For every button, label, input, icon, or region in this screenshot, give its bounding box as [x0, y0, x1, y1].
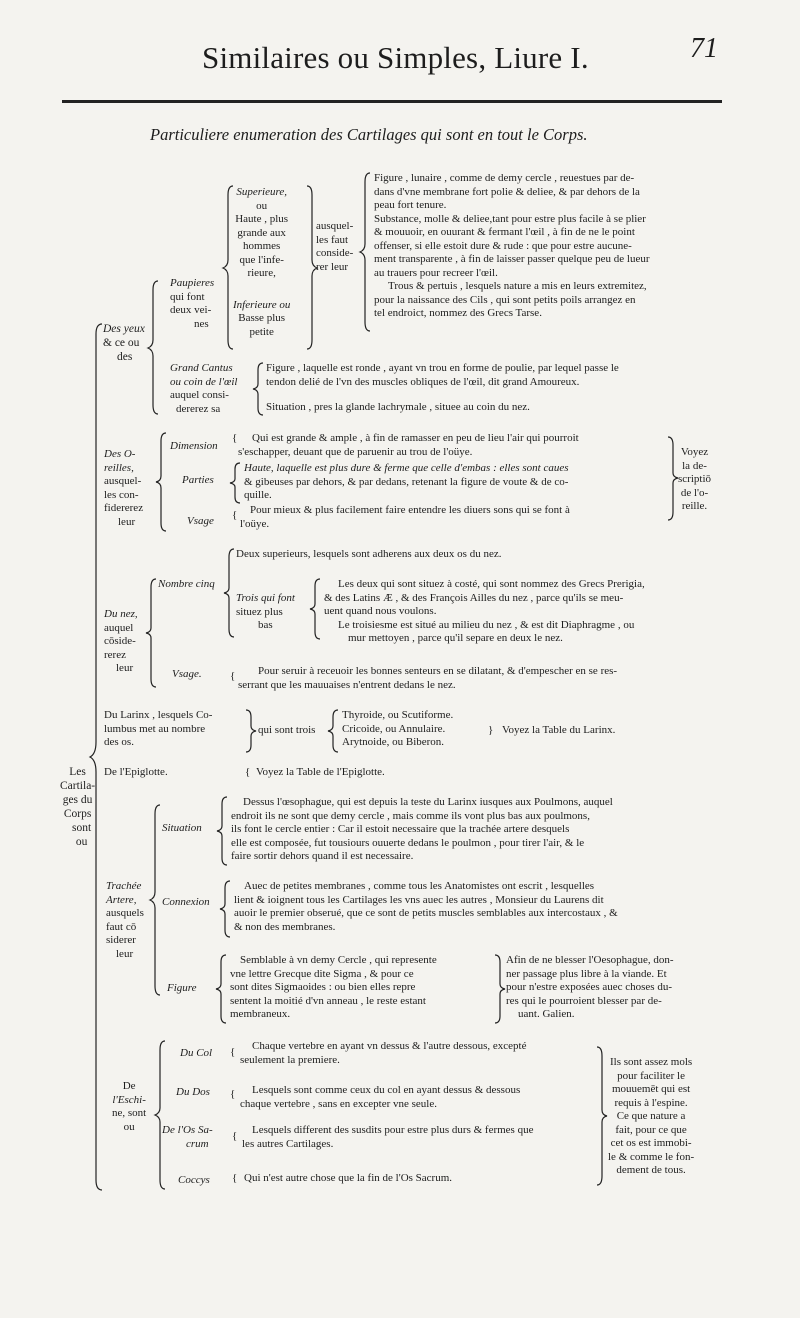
eschine-note-brace: [596, 1046, 606, 1186]
canthus-brace: [255, 362, 265, 416]
label-line: Inferieure ou: [233, 298, 291, 311]
label-line: ou coin de l'œil: [170, 375, 238, 388]
desc-line: Figure , lunaire , comme de demy cercle , reuestues par de-: [374, 172, 635, 184]
canthus-situation: Situation , pres la glande lachrymale , situee au coin du nez.: [266, 401, 530, 413]
desc-line: au trauers pour recreer l'œil.: [374, 266, 498, 279]
desc-line: Lesquels different des susdits pour estre plus durs & fermes que: [252, 1124, 534, 1136]
desc-line: membraneux.: [230, 1008, 291, 1020]
coccys-label: Coccys: [178, 1174, 210, 1186]
voyez-brace: [667, 436, 677, 521]
label-line: & ce ou: [103, 337, 140, 349]
desc-line: mur mettoyen , parce qu'il separe en deux le nez.: [348, 632, 563, 644]
desc-line: offenser, si elle estoit dure & rude : que pour estre aucune-: [374, 239, 632, 252]
label-line: Grand Cantus: [170, 362, 233, 374]
label-line: que l'infe-: [239, 253, 284, 266]
label-line: petite: [249, 325, 274, 338]
desc-line: & non des membranes.: [234, 920, 336, 933]
nez-usage-text: [238, 665, 618, 692]
label-line: siderer: [106, 934, 136, 946]
col-brace: {: [230, 1046, 236, 1058]
label-line: auquel: [104, 621, 134, 634]
trachee-brace: [152, 804, 162, 996]
desc-line: vne lettre Grecque dite Sigma , & pour ce: [230, 967, 414, 980]
larinx-close-brace: }: [488, 724, 494, 736]
label-line: Haute , plus: [235, 213, 289, 225]
figure-label: Figure: [167, 982, 197, 994]
label-line: fidererez: [104, 502, 144, 514]
list-item: Cricoide, ou Annulaire.: [342, 722, 446, 735]
ausquel-brace: [362, 172, 372, 332]
running-title: Similaires ou Simples, Liure I.: [202, 40, 589, 75]
desc-line: Semblable à vn demy Cercle , qui represente: [240, 954, 437, 966]
label-line: nes: [194, 317, 209, 330]
oreilles-usage-text: [240, 504, 570, 531]
yeux-brace: [150, 280, 160, 415]
desc-line: tel endroict, nommez des Grecs Tarse.: [374, 307, 542, 319]
note-line: mouuemēt qui est: [611, 1083, 691, 1095]
desc-line: Dessus l'œsophague, qui est depuis la teste du Larinx iusques aux Poulmons, auquel: [243, 796, 613, 808]
label-line: Superieure,: [236, 186, 287, 198]
note-line: requis à l'espine.: [614, 1096, 688, 1109]
desc-line: & mouuoir, en ouurant & fermant l'œil , à fin de ne le point: [374, 226, 635, 238]
note-line: Voyez: [680, 446, 709, 458]
figure-note: [506, 954, 674, 1022]
label-line: Paupieres: [170, 277, 215, 289]
trois-desc: [324, 578, 645, 646]
root-line: ou: [75, 836, 88, 848]
label-line: conside-: [316, 247, 354, 259]
trois-brace: [312, 578, 322, 640]
label-line: Des O-: [104, 448, 136, 460]
superieure-block: [233, 186, 290, 339]
root-line: Cartila-: [60, 780, 96, 792]
desc-line: dans d'vne membrane fort polie & deliee, & par dehors de la: [374, 185, 640, 198]
label-line: ne, sont: [112, 1107, 147, 1119]
desc-line: Haute, laquelle est plus dure & ferme que celle d'embas : elles sont caues: [244, 462, 569, 474]
label-line: faut cō: [106, 920, 137, 933]
connexion-text: [234, 880, 618, 934]
list-item: Arytnoide, ou Biberon.: [342, 736, 445, 748]
note-line: cet os est immobi-: [610, 1137, 692, 1149]
desc-line: sont dites Sigmaoides : ou bien elles repre: [230, 981, 416, 993]
label-line: qui font: [170, 290, 205, 303]
root-line: ges du: [62, 794, 93, 806]
label-line: leur: [118, 515, 136, 528]
label-line: Trachée: [106, 880, 142, 892]
label-line: cōside-: [104, 635, 136, 647]
label-line: situez plus: [236, 605, 283, 618]
desc-line: & gibeuses par dehors, & par dedans, retenant la figure de voute & de co-: [244, 475, 569, 488]
canthus-figure: [266, 362, 619, 389]
situation-label: Situation: [162, 822, 202, 834]
figure-brace: [218, 954, 228, 1024]
eschine-label: [112, 1080, 146, 1134]
label-line: ou: [123, 1120, 135, 1133]
label-line: lumbus met au nombre: [104, 722, 206, 735]
larinx-items-brace: [330, 709, 340, 753]
canthus-label: [170, 362, 237, 416]
label-line: les faut: [316, 233, 349, 246]
label-line: Trois qui font: [236, 592, 295, 604]
label-line: ausquels: [106, 907, 144, 919]
label-line: Du Larinx , lesquels Co-: [104, 709, 213, 721]
desc-line: & des Latins Æ , & des François Ailles du nez , parce qu'ils se meu-: [324, 591, 624, 604]
parties-text: [244, 462, 569, 503]
label-line: De: [122, 1080, 136, 1092]
dimension-label: Dimension: [170, 440, 218, 452]
root-line: sont: [71, 822, 92, 834]
desc-line: lient & ioignent tous les Cartilages les vns auec les autres , Monsieur du Laurens dit: [234, 893, 604, 906]
eschine-note: [608, 1056, 694, 1178]
header-rule: [62, 100, 722, 103]
oreilles-brace: [158, 432, 168, 532]
note-line: scriptiō: [678, 473, 711, 485]
larinx-brace: [245, 709, 255, 753]
desc-line: auoir le premier obserué, que ce sont de petits muscles semblables aux intercostaux , &: [234, 907, 618, 919]
note-line: Ce que nature a: [616, 1110, 686, 1122]
desc-line: elle est composée, fut tousiours ouuerte dedans le poulmon , pour tirer l'air, & le: [231, 836, 585, 849]
note-line: reille.: [681, 500, 708, 512]
label-line: bas: [258, 619, 273, 631]
label-line: les con-: [104, 488, 139, 501]
desc-line: Figure , laquelle est ronde , ayant vn trou en forme de poulie, par lequel passe le: [266, 362, 619, 374]
label-line: l'Eschi-: [112, 1093, 146, 1106]
connexion-label: Connexion: [162, 896, 210, 908]
oreilles-voyez: [678, 446, 711, 514]
nez-label: [104, 608, 138, 676]
oreilles-label: [104, 448, 143, 529]
dimension-brace: {: [232, 432, 238, 444]
label-line: rieure,: [247, 267, 276, 279]
col-text: [240, 1040, 526, 1067]
note-line: fait, pour ce que: [615, 1123, 687, 1136]
note-line: res qui le pourroient blesser par de-: [506, 994, 662, 1007]
note-line: Ils sont assez mols: [609, 1056, 693, 1068]
usage-brace: {: [232, 509, 238, 521]
label-line: De l'Os Sa-: [162, 1124, 213, 1136]
figure-text: [230, 954, 437, 1022]
label-line: rerez: [104, 648, 126, 661]
coccys-brace: {: [232, 1172, 238, 1184]
list-item: Thyroide, ou Scutiforme.: [342, 709, 454, 721]
figure-note-brace: [494, 954, 504, 1024]
desc-line: pour la naissance des Cils , qui sont petits poils arrangez en: [374, 293, 636, 306]
label-line: grande aux: [237, 226, 286, 239]
connexion-brace: [222, 880, 232, 938]
desc-line: Pour mieux & plus facilement faire entendre les diuers sons qui se font à: [250, 504, 570, 516]
dimension-text: [238, 432, 579, 459]
label-line: des os.: [104, 736, 134, 748]
note-line: pour faciliter le: [617, 1069, 685, 1082]
note-line: pour n'estre exposées auec choses du-: [506, 981, 673, 993]
note-line: de l'o-: [680, 486, 709, 499]
label-line: hommes: [243, 240, 281, 252]
root-line: Les: [69, 766, 86, 778]
nombre-label: Nombre cinq: [158, 578, 215, 590]
desc-line: Trous & pertuis , lesquels nature a mis en leurs extremitez,: [388, 280, 647, 292]
label-line: deux vei-: [170, 304, 212, 316]
nez-usage-label: Vsage.: [172, 668, 202, 680]
trachee-label: [106, 880, 144, 961]
dos-label: Du Dos: [176, 1086, 210, 1098]
note-line: uant. Galien.: [518, 1008, 575, 1020]
sacrum-label: [162, 1124, 213, 1151]
epiglotte-voyez: Voyez la Table de l'Epiglotte.: [256, 766, 385, 778]
epiglotte-label: De l'Epiglotte.: [104, 766, 168, 778]
root-brace: [94, 322, 104, 1192]
desc-line: Auec de petites membranes , comme tous les Anatomistes ont escrit , lesquelles: [244, 880, 595, 892]
oreilles-usage-label: Vsage: [187, 515, 214, 527]
label-line: des: [117, 351, 133, 363]
desc-line: Pour seruir à receuoir les bonnes senteurs en se dilatant, & d'empescher en se res-: [258, 665, 618, 677]
nez-deux: Deux superieurs, lesquels sont adherens aux deux os du nez.: [236, 548, 502, 560]
desc-line: les autres Cartilages.: [242, 1137, 334, 1150]
larinx-label: [104, 709, 212, 750]
desc-line: chaque vertebre , sans en excepter vne seule.: [240, 1097, 437, 1110]
label-line: Du nez,: [104, 608, 138, 620]
label-line: leur: [116, 662, 134, 674]
desc-line: Chaque vertebre en ayant vn dessus & l'autre dessous, excepté: [252, 1040, 527, 1052]
trois-label: [236, 592, 295, 633]
root-label: [60, 765, 95, 849]
desc-line: peau fort tenure.: [374, 199, 447, 211]
larinx-trois: qui sont trois: [258, 724, 316, 736]
sup-close-brace: [306, 185, 316, 350]
desc-line: sentent la moitié d'vn anneau , le reste estant: [230, 994, 426, 1007]
desc-line: quille.: [244, 489, 272, 501]
page-number: 71: [690, 33, 718, 64]
label-line: rer leur: [316, 260, 349, 273]
desc-line: Le troisiesme est situé au milieu du nez , & est dit Diaphragme , ou: [338, 618, 635, 631]
desc-line: Les deux qui sont situez à costé, qui sont nommez des Grecs Prerigia,: [338, 578, 645, 590]
label-line: leur: [116, 947, 134, 960]
sacrum-text: [242, 1124, 533, 1151]
label-line: crum: [186, 1137, 209, 1150]
label-line: auquel consi-: [170, 389, 229, 401]
desc-line: uent quand nous voulons.: [324, 605, 437, 617]
label-line: Artere,: [106, 893, 137, 906]
yeux-label: [103, 322, 145, 364]
situation-text: [231, 796, 613, 864]
dos-text: [240, 1084, 520, 1111]
nez-usage-brace: {: [230, 670, 236, 682]
sacrum-brace: {: [232, 1130, 238, 1142]
parties-label: Parties: [182, 474, 214, 486]
nez-brace: [148, 578, 158, 688]
label-line: ou: [256, 199, 268, 212]
eschine-brace: [157, 1040, 167, 1190]
label-line: Des yeux: [103, 323, 145, 335]
desc-line: l'oüye.: [240, 517, 270, 530]
col-label: Du Col: [180, 1047, 213, 1059]
ausquel-label: [316, 220, 353, 274]
yeux-desc: [374, 172, 650, 321]
coccys-text: Qui n'est autre chose que la fin de l'Os Sacrum.: [244, 1172, 453, 1184]
note-line: le & comme le fon-: [608, 1150, 695, 1163]
root-line: Corps: [63, 808, 92, 820]
paupieres-label: [170, 277, 214, 331]
epiglotte-brace: {: [245, 766, 251, 778]
dos-brace: {: [230, 1088, 236, 1100]
desc-line: ils font le cercle entier : Car il estoit necessaire que la trachée artere desquels: [231, 823, 570, 835]
label-line: ausquel-: [104, 475, 142, 487]
parties-brace: [232, 462, 242, 504]
desc-line: serrant que les mauuaises n'entrent dedans le nez.: [238, 678, 456, 691]
desc-line: seulement la premiere.: [240, 1053, 340, 1066]
situation-brace: [219, 796, 229, 866]
note-line: ner passage plus libre à la viande. Et: [506, 967, 667, 980]
nombre-brace: [226, 548, 236, 638]
note-line: Afin de ne blesser l'Oesophague, don-: [506, 954, 674, 966]
note-line: dement de tous.: [616, 1164, 686, 1176]
label-line: reilles,: [104, 461, 134, 474]
desc-line: s'eschapper, deuant que de paruenir au trou de l'oüye.: [238, 445, 473, 458]
label-line: ausquel-: [316, 220, 354, 232]
larinx-voyez: Voyez la Table du Larinx.: [502, 724, 616, 736]
desc-line: tendon delié de l'vn des muscles obliques de l'œil, dit grand Amoureux.: [266, 375, 580, 388]
note-line: la de-: [682, 459, 707, 472]
label-line: Basse plus: [238, 312, 286, 324]
table-caption: Particuliere enumeration des Cartilages qui sont en tout le Corps.: [150, 125, 588, 144]
larinx-items: [342, 709, 453, 750]
label-line: dererez sa: [176, 402, 221, 415]
desc-line: faire sortir dehors quand il est necessaire.: [231, 850, 414, 862]
desc-line: Lesquels sont comme ceux du col en ayant dessus & dessous: [252, 1084, 521, 1096]
desc-line: Qui est grande & ample , à fin de ramasser en peu de lieu l'air qui pourroit: [252, 432, 579, 444]
desc-line: ment transparente , à fin de laisser passer quelque peu de lueur: [374, 253, 650, 265]
desc-line: endroit ils ne sont que demy cercle , mais comme ils vont plus bas aux poulmons,: [231, 809, 590, 822]
desc-line: Substance, molle & deliee,tant pour estre plus facile à se plier: [374, 212, 646, 225]
